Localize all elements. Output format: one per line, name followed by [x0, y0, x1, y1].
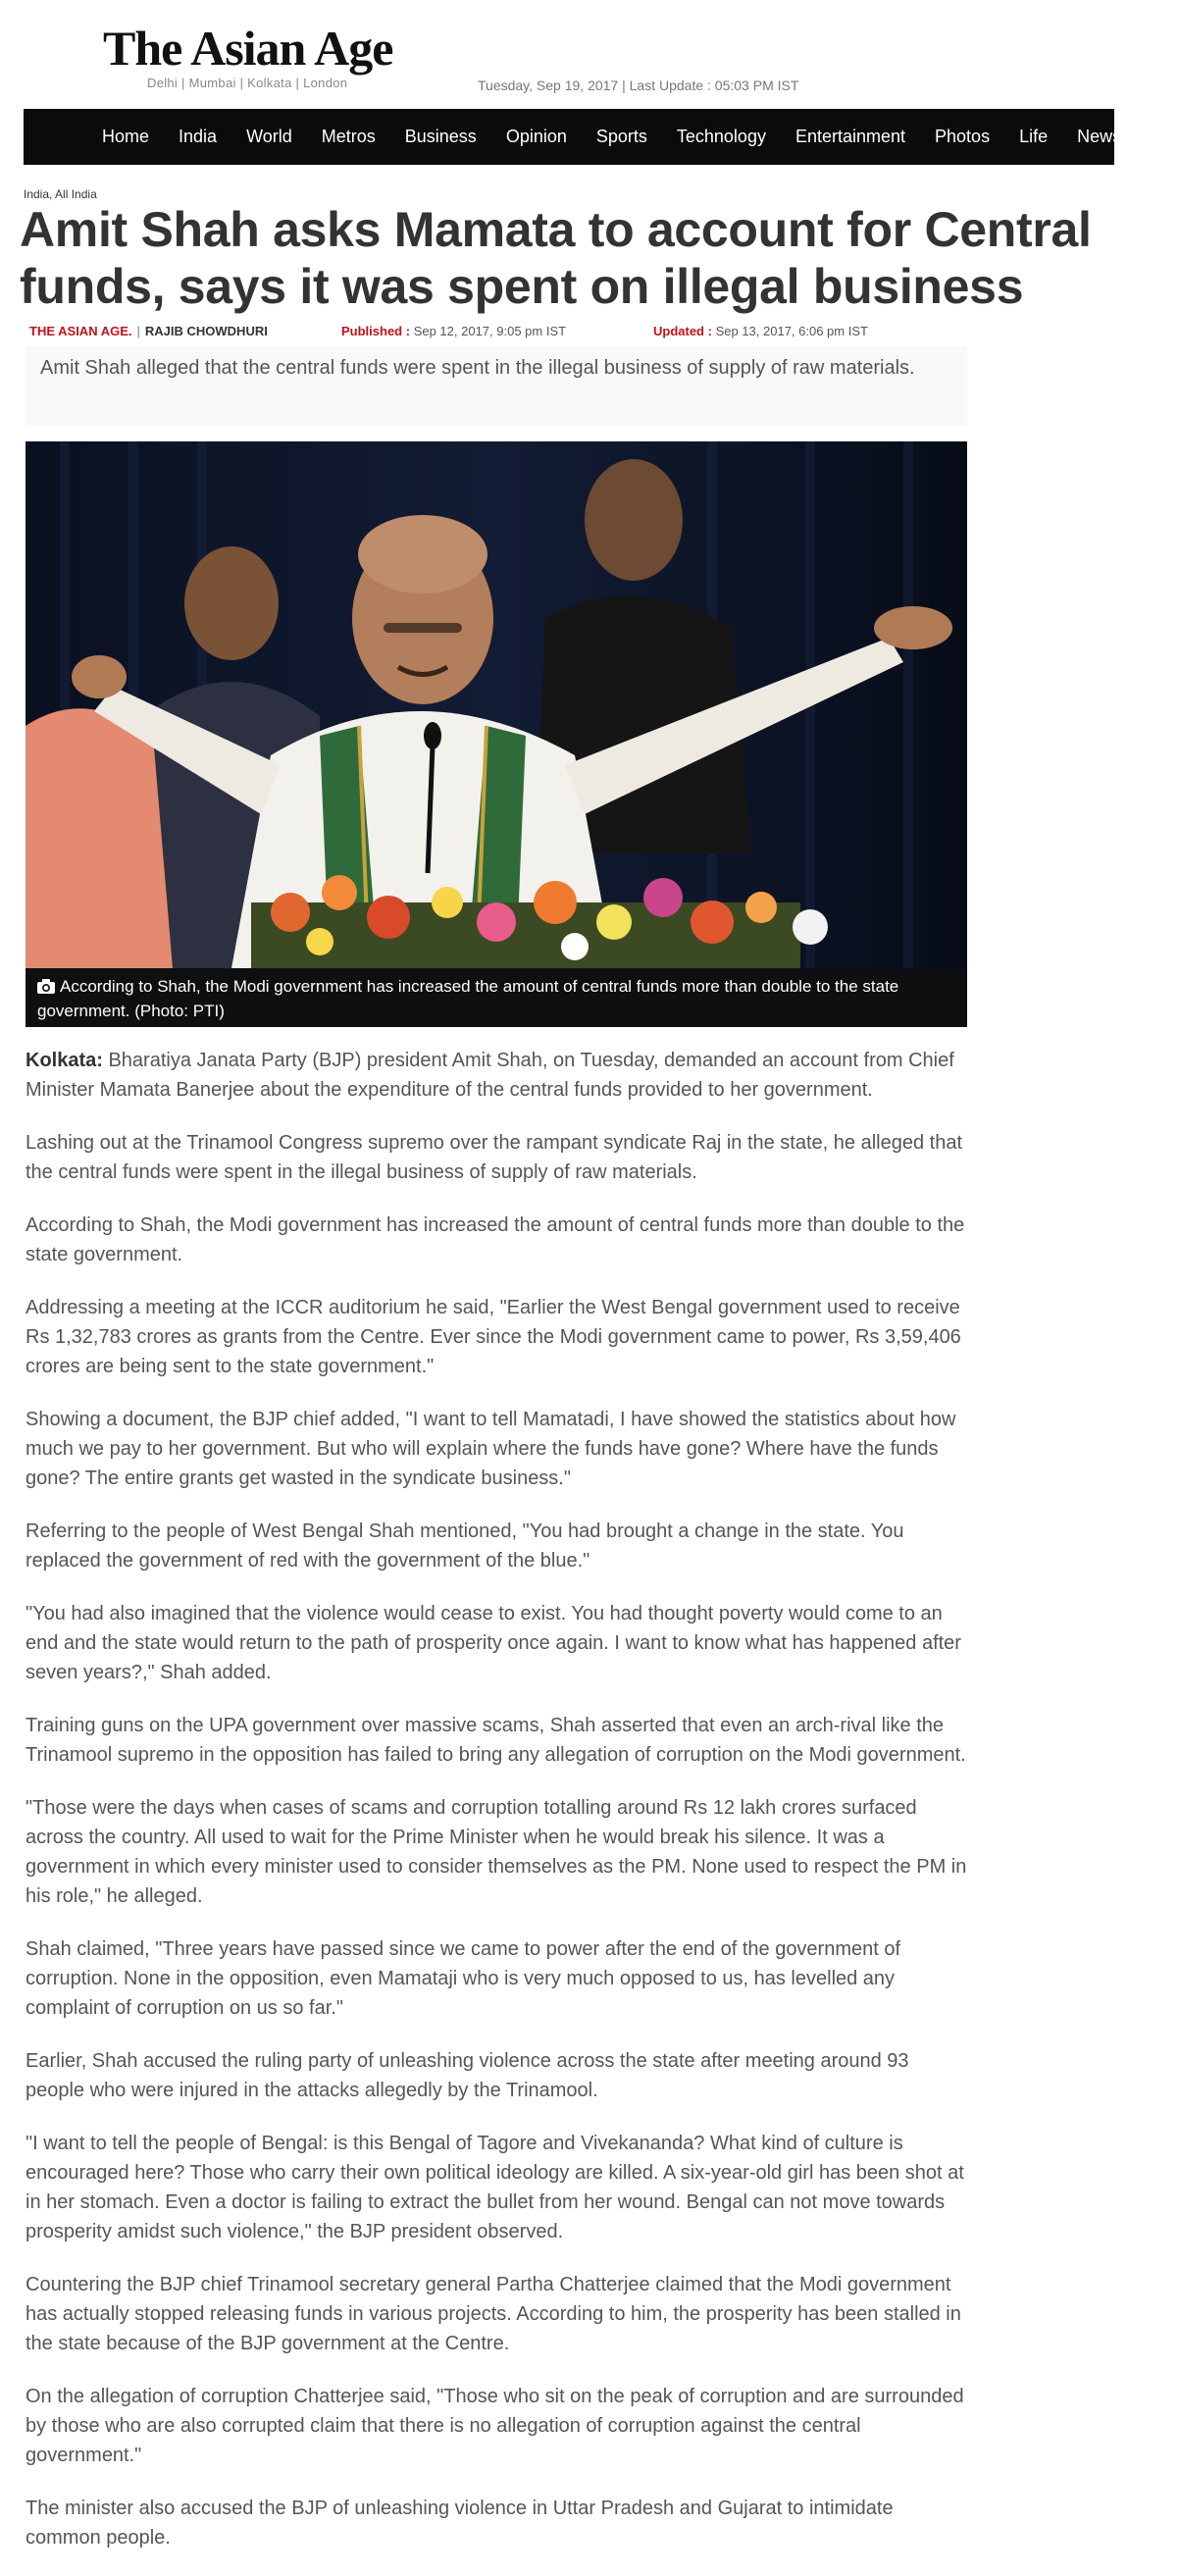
current-date: Tuesday, Sep 19, 2017 [478, 77, 619, 93]
nav-india[interactable]: India [179, 127, 218, 146]
article-paragraph: On the allegation of corruption Chatterjee said, "Those who sit on the peak of corruption and are surrounded by those who are also corrupted claim that there is no allegation of corruption against the central government." [26, 2386, 964, 2466]
breadcrumb-section[interactable]: India [24, 187, 50, 201]
article-paragraph: Training guns on the UPA government over massive scams, Shah asserted that even an arch-rival like the Trinamool supremo in the opposition has failed to bring any allegation of corruption on the Modi government. [26, 1715, 966, 1766]
article-summary: Amit Shah alleged that the central funds were spent in the illegal business of supply of raw materials. [26, 346, 967, 427]
nav-world[interactable]: World [246, 127, 292, 146]
nav-entertainment[interactable]: Entertainment [795, 127, 906, 146]
breadcrumb-subsection[interactable]: All India [55, 187, 97, 201]
nav-newsmakers[interactable]: Newsmakers [1077, 127, 1179, 146]
edition-cities: Delhi | Mumbai | Kolkata | London [147, 76, 348, 90]
article-paragraph: "Those were the days when cases of scams and corruption totalling around Rs 12 lakh crores surfaced across the country. All used to wait for the Prime Minister when he would break his silence. It was a government in which every minister used to consider themselves as the PM. None used to respect the PM in his role," he alleged. [26, 1797, 967, 1907]
article-paragraph: According to Shah, the Modi government has increased the amount of central funds more than double to the state government. [26, 1214, 965, 1265]
article-paragraph [26, 1046, 967, 1105]
article-author[interactable]: RAJIB CHOWDHURI [144, 324, 268, 338]
article-paragraph: "You had also imagined that the violence would cease to exist. You had thought poverty would come to an end and the state would return to the path of prosperity once again. I want to know what has happened after seven years?," Shah added. [26, 1603, 961, 1683]
photo-illustration [26, 441, 967, 968]
camera-icon [37, 979, 55, 994]
nav-technology[interactable]: Technology [676, 127, 766, 146]
updated-label: Updated : [653, 324, 712, 338]
breadcrumb: India, All India [24, 187, 97, 201]
article-source[interactable]: THE ASIAN AGE. [29, 324, 132, 338]
article-title: Amit Shah asks Mamata to account for Central funds, says it was spent on illegal business [20, 202, 1092, 314]
nav-metros[interactable]: Metros [321, 127, 376, 146]
dateline-place: Kolkata: [26, 1050, 103, 1071]
photo-caption [26, 968, 967, 1027]
paragraph-text: Bharatiya Janata Party (BJP) president Amit Shah, on Tuesday, demanded an account from Chief Minister Mamata Banerjee about the expenditure of the central funds provided to her government. [26, 1050, 954, 1101]
nav-opinion[interactable]: Opinion [505, 127, 567, 146]
article-paragraph: Lashing out at the Trinamool Congress supremo over the rampant syndicate Raj in the state, he alleged that the central funds were spent in the illegal business of supply of raw materials. [26, 1132, 962, 1183]
nav-home[interactable]: Home [102, 127, 150, 146]
byline: THE ASIAN AGE. | RAJIB CHOWDHURI Published : Sep 12, 2017, 9:05 pm IST Updated : Sep 13, 2017, 6:06 pm IST [29, 324, 868, 338]
article-paragraph: Addressing a meeting at the ICCR auditorium he said, "Earlier the West Bengal government used to receive Rs 1,32,783 crores as grants from the Centre. Ever since the Modi government came to power, Rs 3,59,406 crores are being sent to the state government." [26, 1297, 961, 1377]
last-update: Last Update : 05:03 PM IST [629, 77, 799, 93]
nav-photos[interactable]: Photos [935, 127, 991, 146]
article-paragraph: "I want to tell the people of Bengal: is this Bengal of Tagore and Vivekananda? What kind of culture is encouraged here? Those who carry their own political ideology are killed. A six-year-old girl has been shot at in her stomach. Even a doctor is failing to extract the bullet from her wound. Bengal can not move towards prosperity amidst such violence," the BJP president observed. [26, 2133, 964, 2242]
nav-business[interactable]: Business [404, 127, 477, 146]
masthead [0, 0, 1121, 108]
site-logo[interactable] [103, 21, 393, 76]
updated-date [653, 324, 868, 338]
updated-value: Sep 13, 2017, 6:06 pm IST [715, 324, 868, 338]
published-label: Published : [341, 324, 411, 338]
article-paragraph: Earlier, Shah accused the ruling party of unleashing violence across the state after meeting around 93 people who were injured in the attacks allegedly by the Trinamool. [26, 2050, 909, 2101]
logo-text: The Asian Age [103, 21, 393, 76]
published-date [341, 324, 566, 338]
article-paragraph: Shah claimed, "Three years have passed since we came to power after the end of the government of corruption. None in the opposition, even Mamataji who is very much opposed to us, has levelled any complaint of corruption on us so far." [26, 1938, 901, 2019]
article-body [26, 1046, 967, 2576]
published-value: Sep 12, 2017, 9:05 pm IST [413, 324, 567, 338]
article-paragraph: Countering the BJP chief Trinamool secretary general Partha Chatterjee claimed that the Modi government has actually stopped releasing funds in various projects. According to him, the prosperity has been stalled in the state because of the BJP government at the Centre. [26, 2274, 961, 2354]
photo-caption-text: According to Shah, the Modi government has increased the amount of central funds more than double to the state government. (Photo: PTI) [37, 977, 899, 1020]
nav-life[interactable]: Life [1019, 127, 1049, 146]
article-paragraph: The minister also accused the BJP of unleashing violence in Uttar Pradesh and Gujarat to intimidate common people. [26, 2498, 894, 2549]
article-photo[interactable] [26, 441, 967, 1027]
main-nav [24, 109, 1179, 165]
dateline: Tuesday, Sep 19, 2017 | Last Update : 05:03 PM IST [478, 77, 799, 93]
article-paragraph: Referring to the people of West Bengal Shah mentioned, "You had brought a change in the state. You replaced the government of red with the government of the blue." [26, 1520, 904, 1571]
article-paragraph: Showing a document, the BJP chief added, "I want to tell Mamatadi, I have showed the statistics about how much we pay to her government. But who will explain where the funds have gone? Where have the funds gone? The entire grants get wasted in the syndicate business." [26, 1409, 956, 1489]
nav-sports[interactable]: Sports [595, 127, 647, 146]
